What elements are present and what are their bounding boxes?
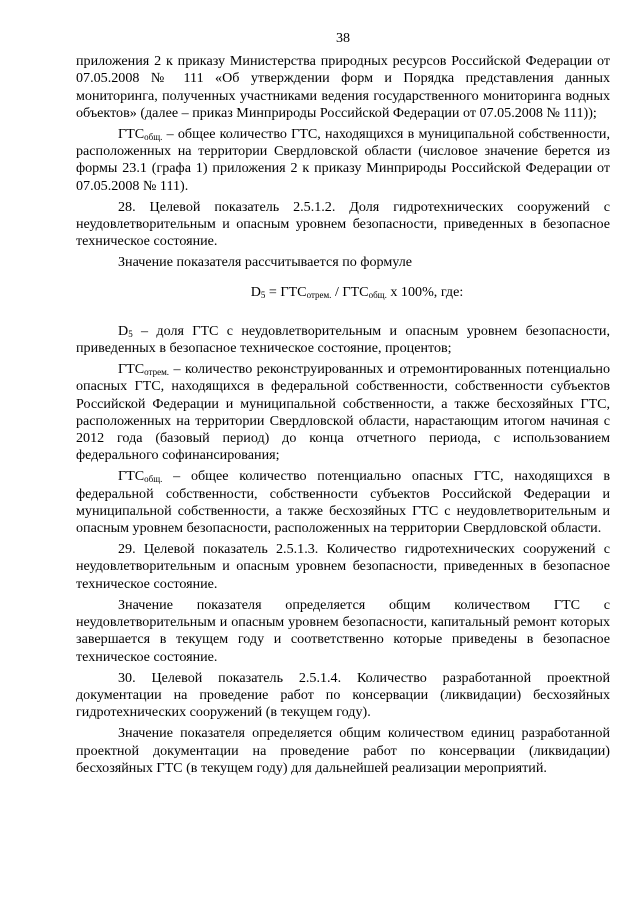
paragraph-1: приложения 2 к приказу Министерства природных ресурсов Российской Федерации от 07.05.2008 № 111 «Об утверждении форм и Порядка представления данных мониторинга, полученных участниками ведения государственного мониторинга водных объектов» (далее – приказ Минприроды Российской Федерации от 07.05.2008 № 111)); — [76, 53, 610, 121]
paragraph-gts-municipal — [76, 126, 610, 195]
term-subscript: общ. — [144, 132, 163, 143]
term: ГТС — [118, 361, 145, 378]
term: ГТС — [118, 468, 145, 485]
paragraph-d5-definition — [76, 323, 610, 357]
document-page — [76, 30, 610, 781]
formula-mid: / ГТС — [331, 283, 369, 300]
paragraph-30: 30. Целевой показатель 2.5.1.4. Количество разработанной проектной документации на проведение работ по консервации (ликвидации) бесхозяйных гидротехнических сооружений (в текущем году). — [76, 669, 610, 721]
paragraph-30-value: Значение показателя определяется общим количеством единиц разработанной проектной документации на проведение работ по консервации (ликвидации) бесхозяйных ГТС (в текущем году) для дальнейшей реализации мероприятий. — [76, 725, 610, 776]
formula-d-subscript: 5 — [260, 289, 266, 300]
paragraph-29-value: Значение показателя определяется общим количеством ГТС с неудовлетворительным и опасным уровнем безопасности, капитальный ремонт которых завершается в текущем году и соответственно которые приведены в безопасное техническое состояние. — [76, 596, 610, 665]
definition: – количество реконструированных и отремонтированных потенциально опасных ГТС, находящихся в федеральной собственности, собственности субъектов Российской Федерации и муниципальной собственности, а также бесхозяйных ГТС, расположенных на территории Свердловской области, нарастающим итогом начиная с 2012 года (базовый период) до конца отчетного периода, с использованием федерального софинансирования; — [76, 361, 610, 464]
definition: – общее количество потенциально опасных ГТС, находящихся в федеральной собственности, собственности субъектов Российской Федерации и муниципальной собственности, а также бесхозяйных ГТС с неудовлетворительным и опасным уровнем безопасности, расположенных на территории Свердловской области. — [76, 468, 610, 537]
term-subscript: общ. — [144, 474, 163, 485]
formula-sub-obsch: общ. — [368, 289, 387, 300]
definition: – доля ГТС с неудовлетворительным и опасным уровнем безопасности, приведенных в безопасное техническое состояние, процентов; — [76, 322, 610, 357]
paragraph-formula-intro: Значение показателя рассчитывается по формуле — [118, 254, 413, 271]
paragraph-gts-obsch-definition — [76, 468, 610, 537]
formula-tail: х 100%, где: — [386, 283, 464, 300]
formula-d: D — [250, 283, 261, 300]
paragraph-29: 29. Целевой показатель 2.5.1.3. Количество гидротехнических сооружений с неудовлетворительным и опасным уровнем безопасности, приведенных в безопасное техническое состояние. — [76, 541, 610, 592]
term-subscript: отрем. — [144, 367, 170, 378]
paragraph-gts-otrem-definition — [76, 361, 610, 464]
definition: – общее количество ГТС, находящихся в муниципальной собственности, расположенных на территории Свердловской области (числовое значение берется из формы 23.1 (графа 1) приложения 2 к приказу Минприроды Российской Федерации от 07.05.2008 № 111). — [76, 126, 610, 194]
term: D — [118, 322, 129, 339]
formula-eq: = ГТС — [265, 283, 307, 300]
formula — [104, 284, 610, 301]
page-number: 38 — [335, 30, 351, 46]
term-subscript: 5 — [128, 328, 133, 339]
term: ГТС — [118, 126, 145, 143]
formula-sub-otrem: отрем. — [306, 289, 332, 300]
paragraph-28: 28. Целевой показатель 2.5.1.2. Доля гидротехнических сооружений с неудовлетворительным и опасным уровнем безопасности, приведенных в безопасное техническое состояние. — [76, 198, 610, 250]
